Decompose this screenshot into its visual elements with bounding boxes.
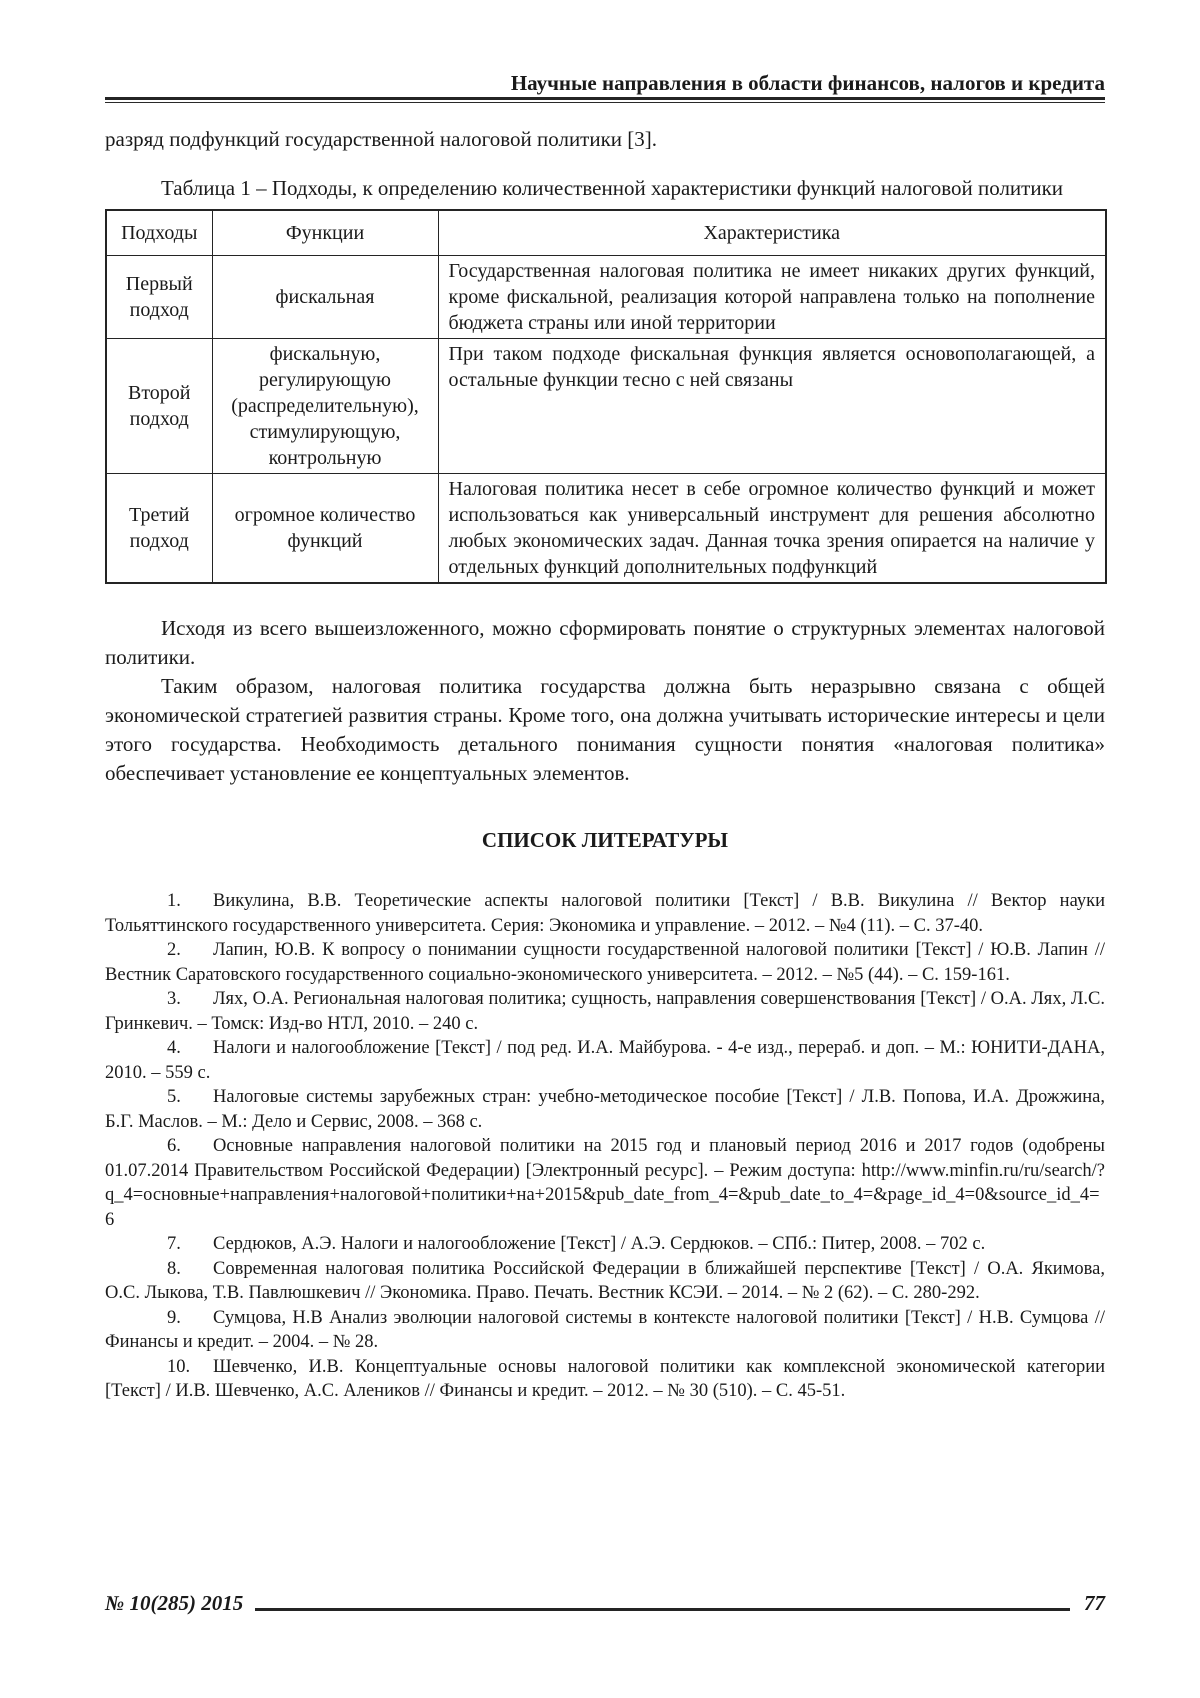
page-content — [105, 70, 1105, 1404]
references-heading: СПИСОК ЛИТЕРАТУРЫ — [481, 828, 729, 852]
running-header-title: Научные направления в области финансов, налогов и кредита — [510, 71, 1105, 95]
reference-item — [105, 987, 1105, 1036]
column-header-approaches: Подходы — [106, 210, 212, 256]
reference-text: Шевченко, И.В. Концептуальные основы налоговой политики как комплексной экономической категории [Текст] / И.В. Шевченко, А.С. Алеников // Финансы и кредит. – 2012. – № 30 (510). – С. 45-51. — [105, 1356, 1105, 1401]
reference-item — [105, 1355, 1105, 1404]
characteristic-cell: Государственная налоговая политика не имеет никаких других функций, кроме фискальной, реализация которой направлена только на пополнение бюджета страны или иной территории — [438, 256, 1106, 339]
reference-text: Сумцова, Н.В Анализ эволюции налоговой системы в контексте налоговой политики [Текст] / Н.В. Сумцова // Финансы и кредит. – 2004. – № 28. — [105, 1307, 1105, 1352]
table-header-row — [106, 210, 1106, 256]
reference-item — [105, 938, 1105, 987]
page-footer — [105, 1590, 1105, 1616]
approach-cell: Третий подход — [106, 474, 212, 584]
approach-cell: Первый подход — [106, 256, 212, 339]
paragraph-intro: разряд подфункций государственной налоговой политики [3]. — [105, 127, 658, 151]
reference-text: Лапин, Ю.В. К вопросу о понимании сущности государственной налоговой политики [Текст] / Ю.В. Лапин // Вестник Саратовского государственного социально-экономического университета. – 2012. – №5 (44). – С. 159-161. — [105, 940, 1105, 985]
reference-text: Налоги и налогообложение [Текст] / под ред. И.А. Майбурова. - 4-е изд., перераб. и доп. – М.: ЮНИТИ-ДАНА, 2010. – 559 с. — [105, 1038, 1105, 1083]
running-header — [105, 70, 1105, 100]
reference-number: 3. — [167, 989, 181, 1009]
footer-issue-label: № 10(285) 2015 — [105, 1591, 244, 1615]
reference-number: 2. — [167, 940, 181, 960]
footer-rule — [255, 1608, 1070, 1611]
reference-item — [105, 1085, 1105, 1134]
reference-text: Основные направления налоговой политики на 2015 год и плановый период 2016 и 2017 годов (одобрены 01.07.2014 Правительством Российской Федерации) [Электронный ресурс]. – Режим доступа: http://www.minfin.ru/ru/search/?q_4=основные+направления+налоговой+политики+на+2015&pub_date_from_4=&pub_date_to_4=&page_id_4=0&source_id_4=6 — [105, 1136, 1105, 1230]
functions-cell: огромное количество функций — [212, 474, 438, 584]
paragraph-conclusion-1: Исходя из всего вышеизложенного, можно сформировать понятие о структурных элементах налоговой политики. — [105, 616, 1105, 669]
reference-item — [105, 1134, 1105, 1232]
table-row — [106, 474, 1106, 584]
reference-item — [105, 1036, 1105, 1085]
reference-item — [105, 1306, 1105, 1355]
reference-text: Сердюков, А.Э. Налоги и налогообложение [Текст] / А.Э. Сердюков. – СПб.: Питер, 2008. – 702 с. — [213, 1234, 986, 1254]
reference-item — [105, 1232, 1105, 1257]
reference-number: 5. — [167, 1087, 181, 1107]
column-header-functions: Функции — [212, 210, 438, 256]
table-caption: Таблица 1 – Подходы, к определению количественной характеристики функций налоговой политики — [161, 176, 1064, 200]
table-row — [106, 339, 1106, 474]
reference-number: 10. — [167, 1356, 191, 1377]
characteristic-cell: При таком подходе фискальная функция является основополагающей, а остальные функции тесно с ней связаны — [438, 339, 1106, 474]
reference-item — [105, 1257, 1105, 1306]
functions-cell: фискальную, регулирующую (распределительную), стимулирующую, контрольную — [212, 339, 438, 474]
reference-number: 9. — [167, 1307, 181, 1328]
footer-page-number: 77 — [1084, 1591, 1105, 1615]
reference-text: Современная налоговая политика Российской Федерации в ближайшей перспективе [Текст] / О.А. Якимова, О.С. Лыкова, Т.В. Павлюшкевич // Экономика. Право. Печать. Вестник КСЭИ. – 2014. – № 2 (62). – С. 280-292. — [105, 1258, 1105, 1303]
reference-number: 6. — [167, 1136, 181, 1156]
approach-cell: Второй подход — [106, 339, 212, 474]
reference-number: 1. — [167, 891, 181, 911]
header-rule — [105, 102, 1105, 103]
functions-cell: фискальная — [212, 256, 438, 339]
approaches-table — [105, 209, 1107, 584]
reference-number: 8. — [167, 1258, 181, 1279]
characteristic-cell: Налоговая политика несет в себе огромное количество функций и может использоваться как универсальный инструмент для решения абсолютно любых экономических задач. Данная точка зрения опирается на наличие у отдельных функций дополнительных подфункций — [438, 474, 1106, 584]
reference-item — [105, 889, 1105, 938]
reference-text: Лях, О.А. Региональная налоговая политика; сущность, направления совершенствования [Текст] / О.А. Лях, Л.С. Гринкевич. – Томск: Изд-во НТЛ, 2010. – 240 с. — [105, 989, 1105, 1034]
reference-number: 4. — [167, 1038, 181, 1058]
reference-text: Налоговые системы зарубежных стран: учебно-методическое пособие [Текст] / Л.В. Попова, И.А. Дрожжина, Б.Г. Маслов. – М.: Дело и Сервис, 2008. – 368 с. — [105, 1087, 1105, 1132]
column-header-characteristic: Характеристика — [438, 210, 1106, 256]
references-list — [105, 889, 1105, 1404]
paragraph-conclusion-2: Таким образом, налоговая политика государства должна быть неразрывно связана с общей экономической стратегией развития страны. Кроме того, она должна учитывать исторические интересы и цели этого государства. Необходимость детального понимания сущности понятия «налоговая политика» обеспечивает установление ее концептуальных элементов. — [105, 674, 1105, 785]
reference-text: Викулина, В.В. Теоретические аспекты налоговой политики [Текст] / В.В. Викулина // Вектор науки Тольяттинского государственного университета. Серия: Экономика и управление. – 2012. – №4 (11). – С. 37-40. — [105, 891, 1105, 936]
reference-number: 7. — [167, 1234, 181, 1254]
table-row — [106, 256, 1106, 339]
